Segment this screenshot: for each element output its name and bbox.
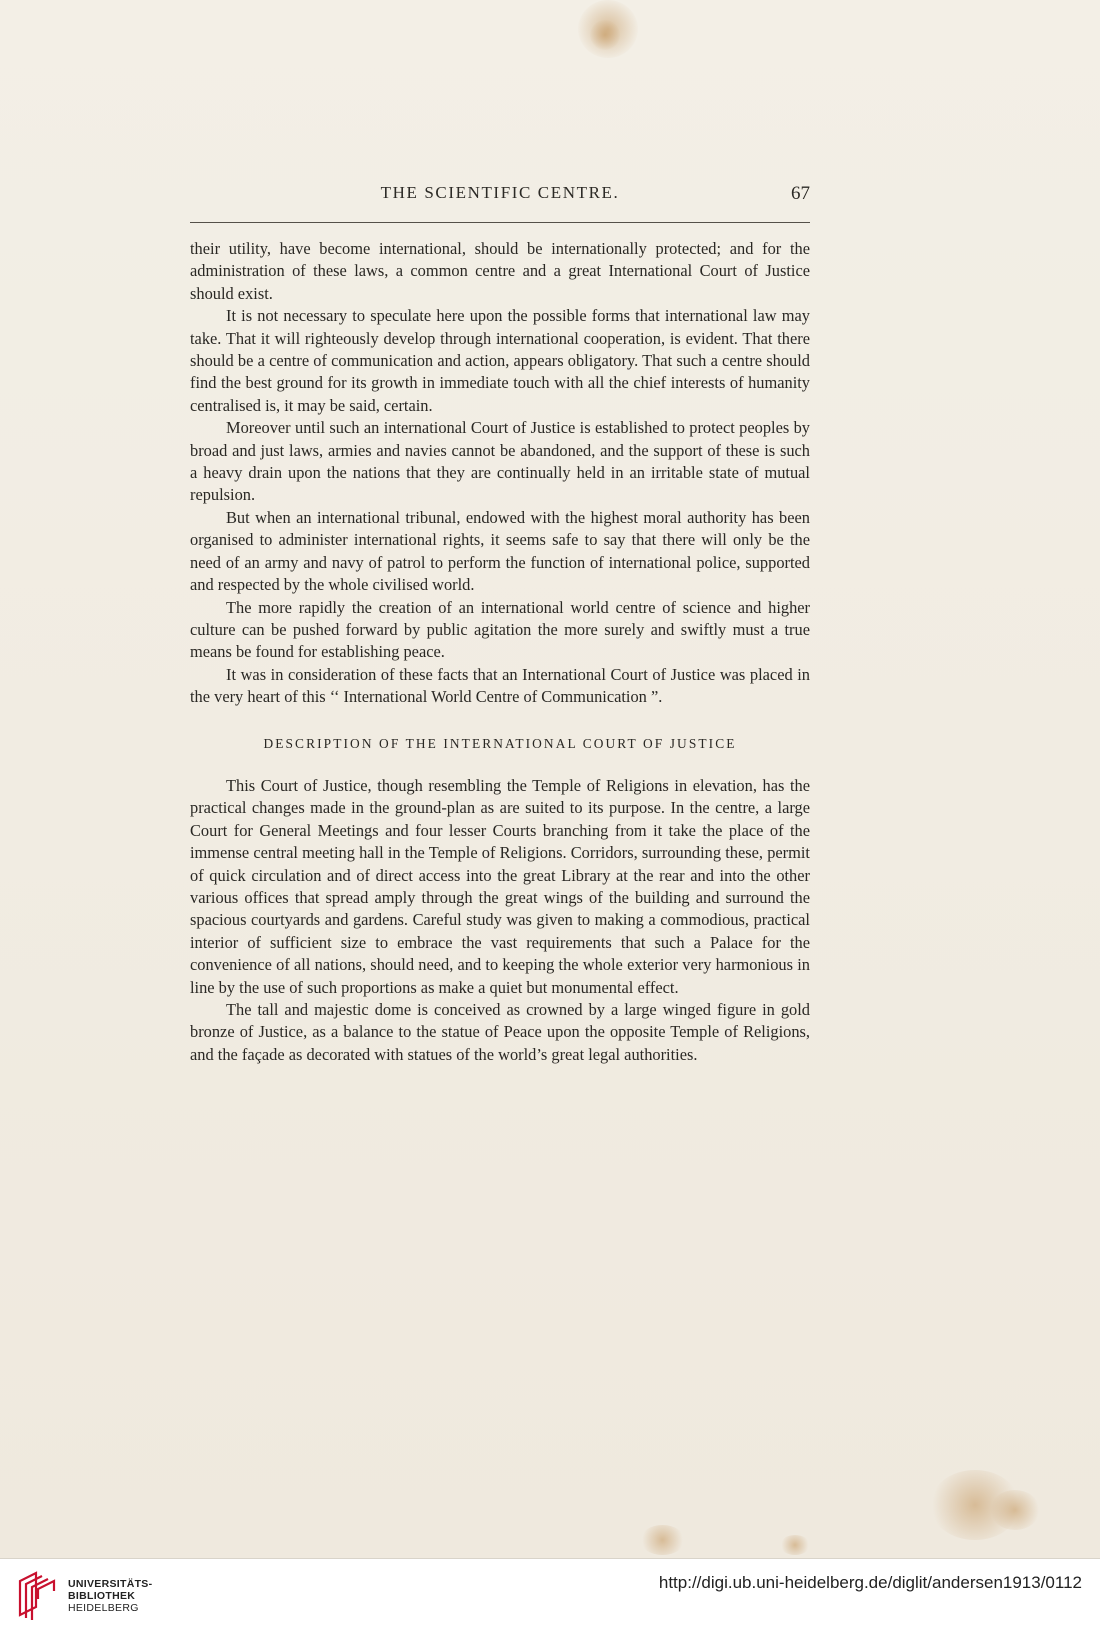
paragraph: The more rapidly the creation of an international world centre of science and higher culture can be pushed forward by public agitation the more surely and swiftly must a true means be found for establishing peace. <box>190 597 810 662</box>
paragraph: This Court of Justice, though resembling the Temple of Religions in elevation, has the practical changes made in the ground-plan as are suited to its purpose. In the centre, a large Court for General Meetings and four lesser Courts branching from it take the place of the immense central meeting hall in the Temple of Religions. Corridors, surrounding these, permit of quick circulation and of direct access into the great Library at the rear and into the other various offices that spread amply through the great wings of the building and surround the spacious courtyards and gardens. Careful study was given to making a commodious, practical interior of sufficient size to embrace the vast requirements that such a Palace for the convenience of all nations, should need, and to keeping the whole exterior very harmonious in line by the use of such proportions as make a quiet but monumental effect. <box>190 775 810 997</box>
paragraph: their utility, have become international, should be internationally protected; and for the administration of these laws, a common centre and a great International Court of Justice should exist. <box>190 239 810 303</box>
running-title: THE SCIENTIFIC CENTRE. <box>380 183 620 202</box>
foxing-stain <box>590 20 620 50</box>
library-line: HEIDELBERG <box>68 1602 139 1614</box>
paragraph: The tall and majestic dome is conceived as crowned by a large winged figure in gold bronze of Justice, as a balance to the statue of Peace upon the opposite Temple of Religions, and the façade as decorated with statues of the world’s great legal authorities. <box>190 1000 810 1064</box>
foxing-stain <box>780 1535 810 1555</box>
digitization-footer <box>0 1558 1100 1638</box>
library-line: UNIVERSITÄTS- <box>68 1578 153 1590</box>
running-head <box>190 183 810 211</box>
body-text <box>190 238 810 1066</box>
ub-heidelberg-logo-icon[interactable] <box>14 1569 62 1621</box>
header-rule <box>190 222 810 223</box>
paragraph: But when an international tribunal, endowed with the highest moral authority has been organised to administer international rights, it seems safe to say that there will only be the need of an army and navy of patrol to perform the function of international police, supported and respected by the whole civilised world. <box>190 507 810 595</box>
paragraph: Moreover until such an international Court of Justice is established to protect peoples by broad and just laws, armies and navies cannot be abandoned, and the support of these is such a heavy drain upon the nations that they are continually held in an irritable state of mutual repulsion. <box>190 418 810 505</box>
foxing-stain <box>990 1490 1040 1530</box>
paragraph: It is not necessary to speculate here upon the possible forms that international law may take. That it will righteously develop through international cooperation, is evident. That there should be a centre of communication and action, appears obligatory. That such a centre should find the best ground for its growth in immediate touch with all the chief interests of humanity centralised is, it may be said, certain. <box>190 306 810 415</box>
library-name <box>68 1578 152 1614</box>
paragraph: It was in consideration of these facts that an International Court of Justice was placed in the very heart of this ‘‘ International World Centre of Communication ”. <box>190 664 810 707</box>
library-line: BIBLIOTHEK <box>68 1590 136 1602</box>
foxing-stain <box>640 1525 685 1555</box>
section-heading: DESCRIPTION OF THE INTERNATIONAL COURT OF JUSTICE <box>263 735 737 751</box>
page-number: 67 <box>791 183 810 204</box>
source-url-link[interactable]: http://digi.ub.uni-heidelberg.de/diglit/andersen1913/0112 <box>658 1573 1082 1592</box>
